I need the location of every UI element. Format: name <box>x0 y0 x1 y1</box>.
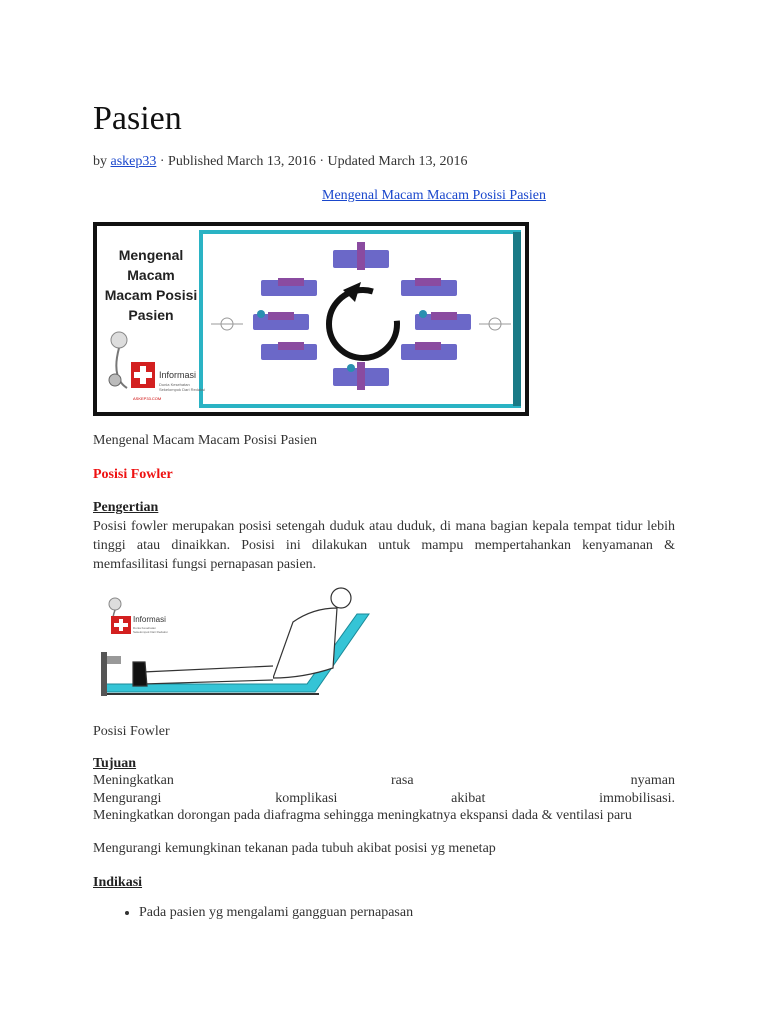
published-date: · Published March 13, 2016 <box>156 154 316 169</box>
tujuan-last-line: Mengurangi kemungkinan tekanan pada tubuh akibat posisi yg menetap <box>93 841 496 856</box>
top-link-row <box>0 188 768 204</box>
article-link[interactable]: Mengenal Macam Macam Posisi Pasien <box>322 188 546 203</box>
hero-footer: ASKEP33.COM <box>133 396 162 401</box>
byline-prefix: by <box>93 154 111 169</box>
fowler-badge-sub2: Sekelompok Dari Redaksi <box>133 630 168 634</box>
tujuan-row-2 <box>93 791 675 807</box>
tujuan-paragraph: Meningkatkan dorongan pada diafragma sehingga meningkatnya ekspansi dada & ventilasi paru <box>93 808 632 823</box>
tujuan-row2-word-2: komplikasi <box>275 791 338 806</box>
fowler-caption: Posisi Fowler <box>93 724 170 739</box>
hero-badge: Informasi <box>159 370 197 380</box>
hero-badge-sub1: Dunia Kesehatan <box>159 382 190 387</box>
tujuan-row2-word-3: akibat <box>451 791 486 806</box>
hero-line-4: Pasien <box>128 307 174 323</box>
fowler-position-image <box>93 584 371 702</box>
list-item: • Pada pasien yg mengalami gangguan pernapasan <box>139 905 413 921</box>
indikasi-heading: Indikasi <box>93 875 143 890</box>
tujuan-row2-word-4: immobilisasi. <box>599 791 675 806</box>
hero-image <box>93 222 529 416</box>
hero-caption: Mengenal Macam Macam Posisi Pasien <box>93 433 317 448</box>
hero-line-1: Mengenal <box>118 247 184 263</box>
pengertian-text: Posisi fowler merupakan posisi setengah duduk atau duduk, di mana bagian kepala tempat tidur lebih tinggi atau dinaikkan. Posisi ini dilakukan untuk mampu mempertahankan kenyamanan & memfasilitasi fungsi pernapasan pasien. <box>93 519 675 572</box>
pengertian-heading: Pengertian <box>93 500 159 515</box>
section-title: Posisi Fowler <box>93 467 173 482</box>
tujuan-row1-word-2: rasa <box>391 773 414 788</box>
fowler-badge: Informasi <box>133 615 166 624</box>
tujuan-row1-word-3: nyaman <box>630 773 675 788</box>
hero-badge-sub2: Sekelompok Dari Redaksi <box>159 387 206 392</box>
tujuan-row2-word-1: Mengurangi <box>93 791 162 806</box>
page-title: Pasien <box>93 100 182 137</box>
tujuan-row-1 <box>93 773 675 789</box>
author-link[interactable]: askep33 <box>110 154 157 169</box>
tujuan-row1-word-1: Meningkatkan <box>93 773 174 788</box>
byline <box>93 154 467 170</box>
hero-line-3: Macam Posisi <box>104 287 198 303</box>
hero-line-2: Macam <box>127 267 175 283</box>
updated-date: · Updated March 13, 2016 <box>315 154 468 169</box>
fowler-badge-sub1: Dunia Kesehatan <box>133 626 157 630</box>
indikasi-list <box>93 905 413 921</box>
medical-kit-icon <box>131 362 155 388</box>
tujuan-heading: Tujuan <box>93 756 137 771</box>
